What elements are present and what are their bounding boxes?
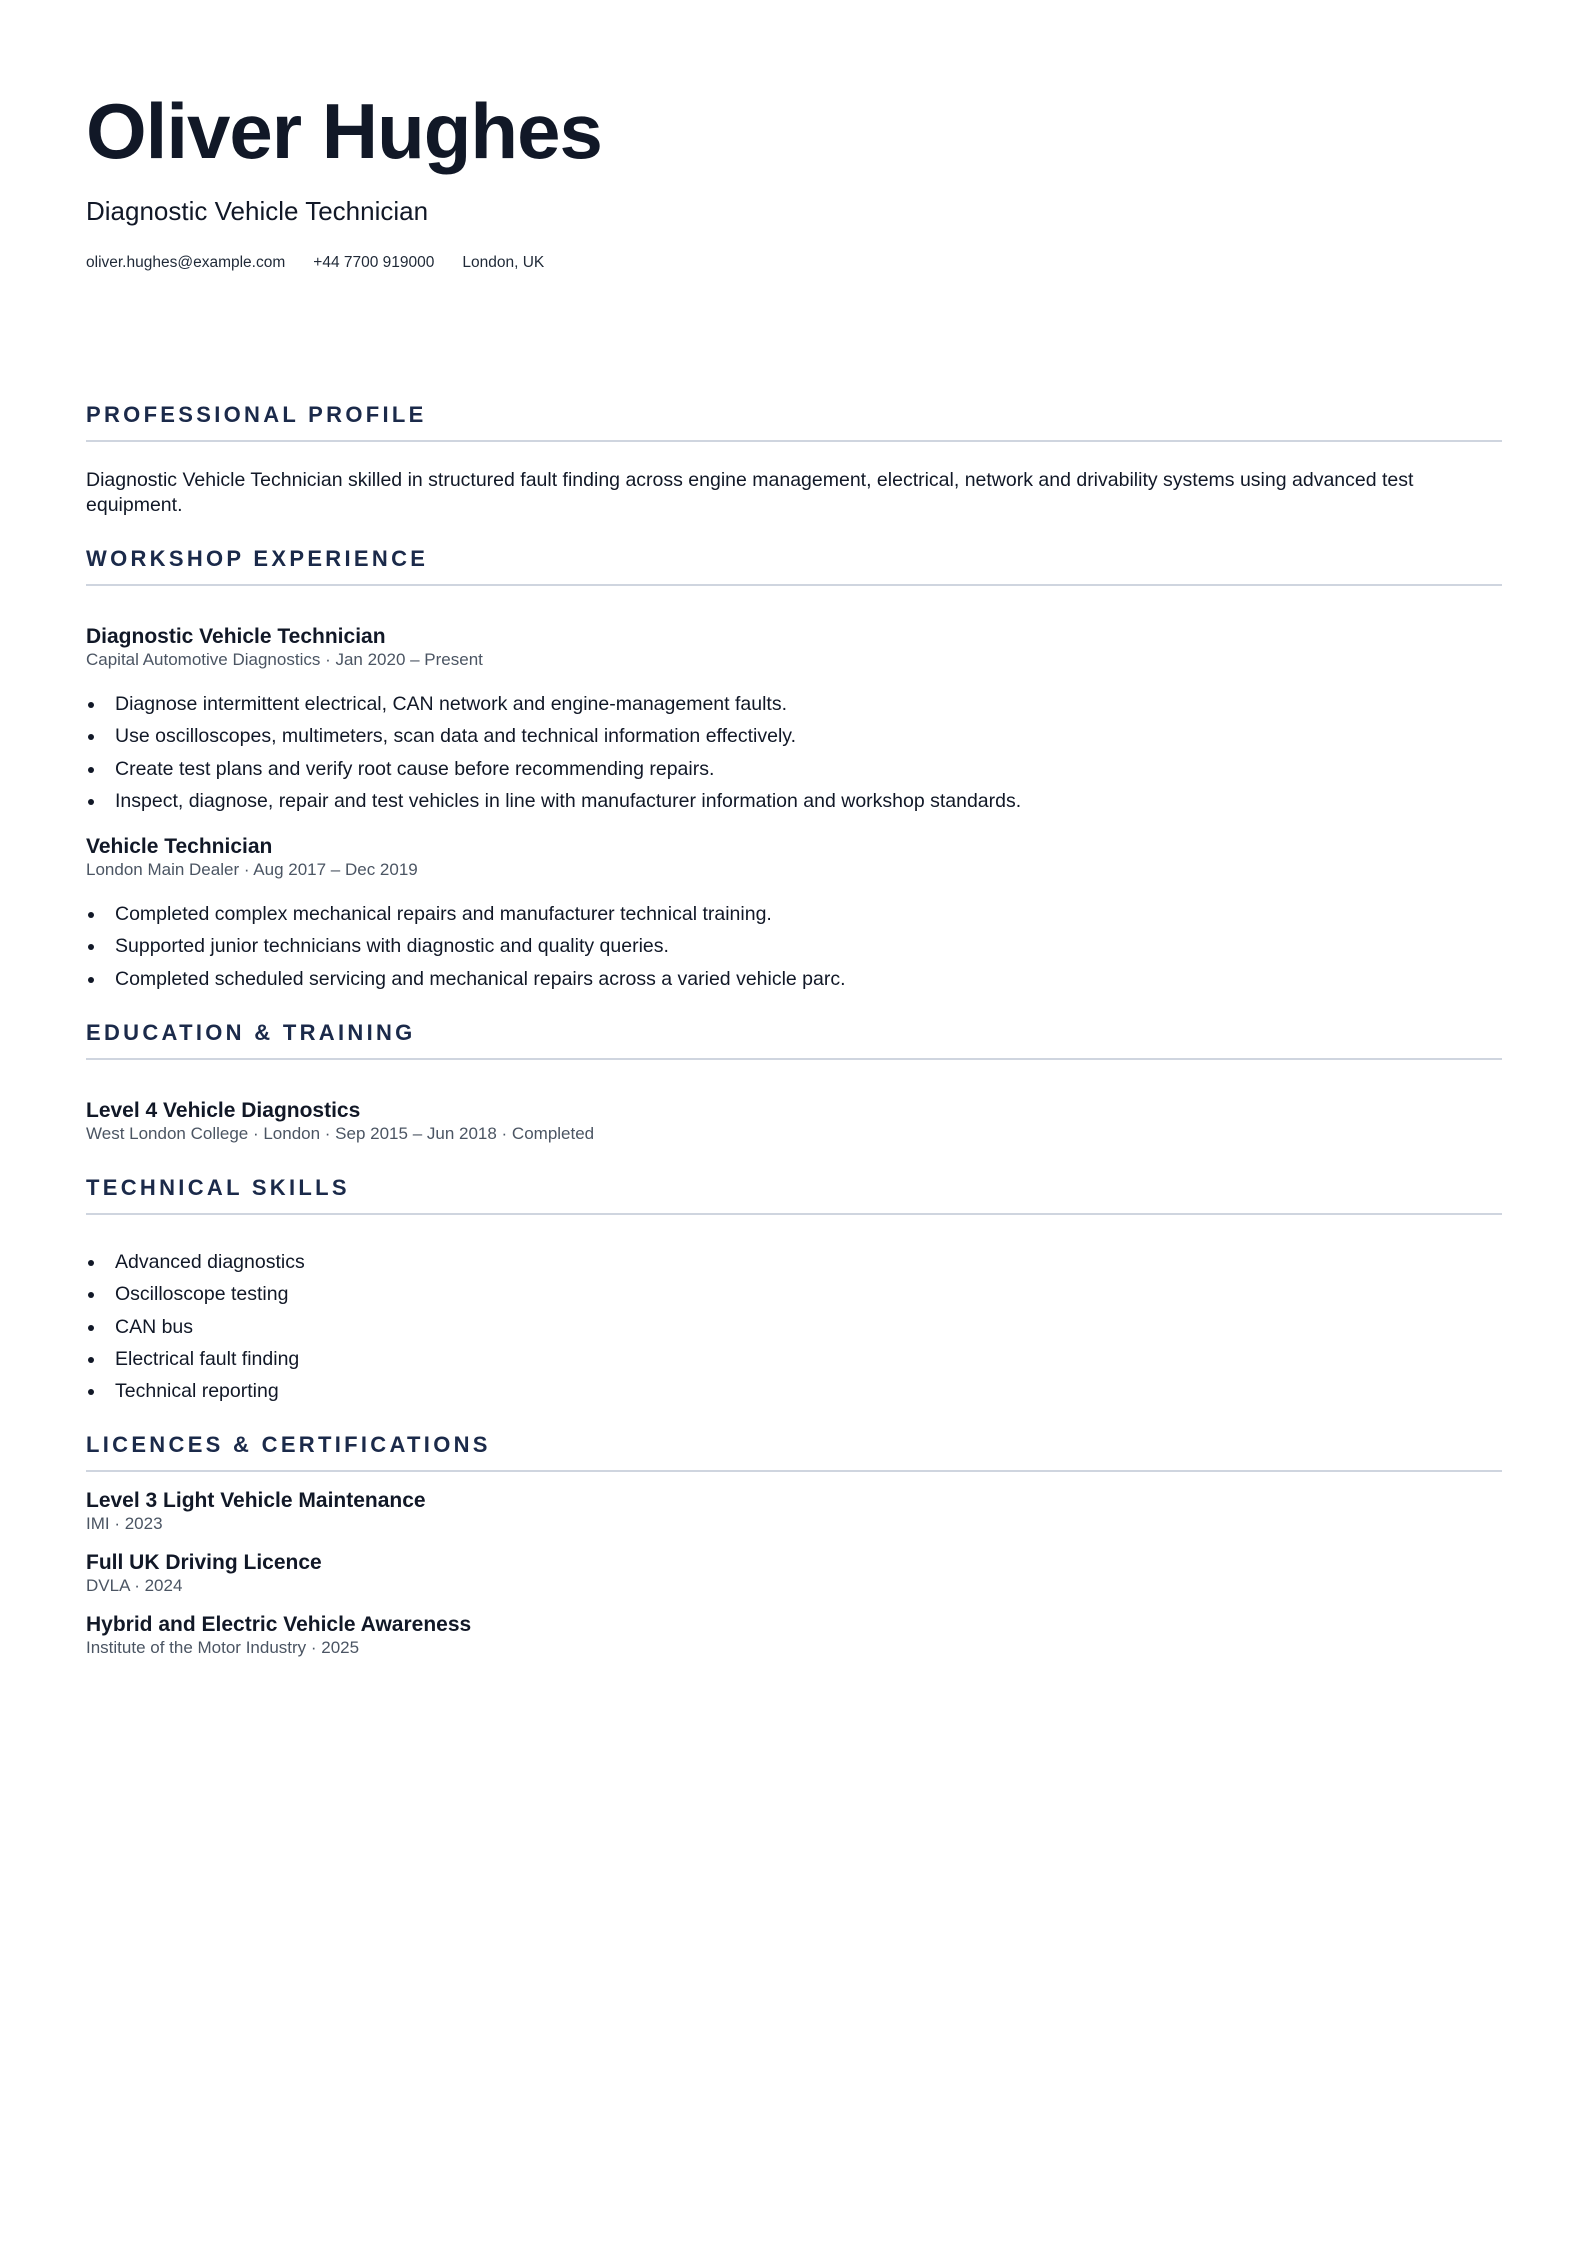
list-item: Inspect, diagnose, repair and test vehicles in line with manufacturer information and workshop standards.	[86, 785, 1021, 817]
job-meta: London Main Dealer · Aug 2017 – Dec 2019	[86, 860, 418, 879]
section-divider	[86, 440, 1502, 442]
list-item: Supported junior technicians with diagnostic and quality queries.	[86, 930, 846, 962]
list-item: Technical reporting	[86, 1375, 305, 1407]
education-meta: West London College · London · Sep 2015 – Jun 2018 · Completed	[86, 1124, 595, 1143]
skills-list	[86, 1246, 305, 1407]
list-item: Electrical fault finding	[86, 1343, 305, 1375]
certification-meta: DVLA · 2024	[86, 1576, 183, 1595]
certification-title: Hybrid and Electric Vehicle Awareness	[86, 1613, 472, 1636]
job-bullets	[86, 688, 1021, 817]
section-heading-skills: TECHNICAL SKILLS	[86, 1175, 350, 1200]
list-item: CAN bus	[86, 1311, 305, 1343]
candidate-name: Oliver Hughes	[86, 87, 602, 175]
list-item: Oscilloscope testing	[86, 1278, 305, 1310]
list-item: Completed complex mechanical repairs and manufacturer technical training.	[86, 898, 846, 930]
list-item: Use oscilloscopes, multimeters, scan data and technical information effectively.	[86, 720, 1021, 752]
section-heading-certifications: LICENCES & CERTIFICATIONS	[86, 1432, 491, 1457]
contact-line	[86, 254, 544, 272]
section-heading-education: EDUCATION & TRAINING	[86, 1020, 416, 1045]
section-divider	[86, 1470, 1502, 1472]
list-item: Advanced diagnostics	[86, 1246, 305, 1278]
list-item: Completed scheduled servicing and mechanical repairs across a varied vehicle parc.	[86, 963, 846, 995]
section-divider	[86, 1213, 1502, 1215]
list-item: Diagnose intermittent electrical, CAN network and engine-management faults.	[86, 688, 1021, 720]
profile-summary: Diagnostic Vehicle Technician skilled in structured fault finding across engine management, electrical, network and drivability systems using advanced test equipment.	[86, 469, 1414, 516]
job-title: Diagnostic Vehicle Technician	[86, 625, 386, 648]
contact-email: oliver.hughes@example.com	[86, 254, 286, 271]
section-heading-profile: PROFESSIONAL PROFILE	[86, 402, 427, 427]
section-divider	[86, 584, 1502, 586]
certification-meta: Institute of the Motor Industry · 2025	[86, 1638, 360, 1657]
contact-location: London, UK	[462, 254, 545, 271]
certification-meta: IMI · 2023	[86, 1514, 163, 1533]
job-title: Vehicle Technician	[86, 835, 273, 858]
education-title: Level 4 Vehicle Diagnostics	[86, 1099, 361, 1122]
section-heading-experience: WORKSHOP EXPERIENCE	[86, 546, 429, 571]
list-item: Create test plans and verify root cause before recommending repairs.	[86, 753, 1021, 785]
candidate-role: Diagnostic Vehicle Technician	[86, 196, 429, 226]
section-divider	[86, 1058, 1502, 1060]
job-bullets	[86, 898, 846, 995]
certification-title: Level 3 Light Vehicle Maintenance	[86, 1489, 426, 1512]
job-meta: Capital Automotive Diagnostics · Jan 2020 – Present	[86, 650, 483, 669]
certification-title: Full UK Driving Licence	[86, 1551, 322, 1574]
contact-phone: +44 7700 919000	[313, 254, 435, 271]
